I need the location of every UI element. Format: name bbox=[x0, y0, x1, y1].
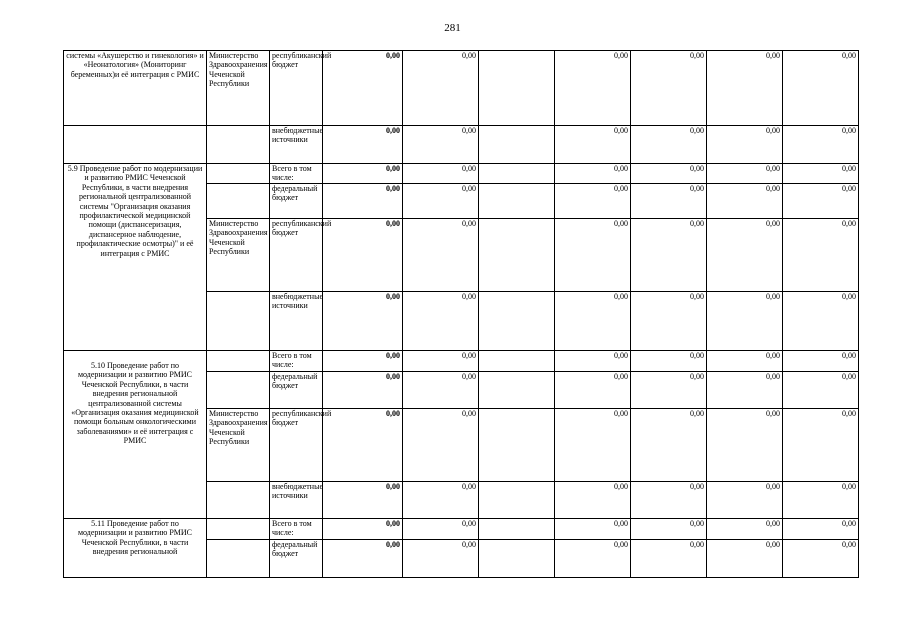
value-cell: 0,00 bbox=[783, 164, 859, 184]
page-number: 281 bbox=[444, 22, 461, 34]
activity-name: 5.11 Проведение работ по модернизации и развитию РМИС Чеченской Республики, в части внедрения региональной bbox=[64, 519, 207, 578]
value-cell: 0,00 bbox=[403, 372, 479, 409]
value-cell: 0,00 bbox=[707, 540, 783, 578]
funding-source: республиканский бюджет bbox=[270, 219, 323, 292]
activity-name: системы «Акушерство и гинекология» и «Неонатология» (Мониторинг беременных)и её интеграция с РМИС bbox=[64, 51, 207, 126]
value-cell: 0,00 bbox=[783, 351, 859, 372]
executor-org bbox=[207, 351, 270, 372]
value-cell: 0,00 bbox=[631, 372, 707, 409]
value-cell: 0,00 bbox=[631, 409, 707, 482]
value-cell: 0,00 bbox=[403, 519, 479, 540]
activity-name bbox=[64, 126, 207, 164]
value-cell: 0,00 bbox=[555, 126, 631, 164]
value-cell: 0,00 bbox=[403, 351, 479, 372]
value-cell: 0,00 bbox=[631, 184, 707, 219]
value-cell: 0,00 bbox=[555, 409, 631, 482]
empty-cell bbox=[479, 219, 555, 292]
value-cell: 0,00 bbox=[707, 482, 783, 519]
total-value: 0,00 bbox=[323, 482, 403, 519]
activity-name: 5.10 Проведение работ по модернизации и развитию РМИС Чеченской Республики, в части внедрения региональной централизованной системы «Организация оказания медицинской помощи больным онкологическими заболеваниями» и её интеграция с РМИС bbox=[64, 351, 207, 519]
value-cell: 0,00 bbox=[403, 164, 479, 184]
funding-source: внебюджетные источники bbox=[270, 292, 323, 351]
empty-cell bbox=[479, 540, 555, 578]
funding-source: республиканский бюджет bbox=[270, 51, 323, 126]
value-cell: 0,00 bbox=[783, 519, 859, 540]
funding-source: Всего в том числе: bbox=[270, 164, 323, 184]
funding-source: Всего в том числе: bbox=[270, 519, 323, 540]
empty-cell bbox=[479, 519, 555, 540]
value-cell: 0,00 bbox=[707, 164, 783, 184]
total-value: 0,00 bbox=[323, 164, 403, 184]
value-cell: 0,00 bbox=[403, 184, 479, 219]
value-cell: 0,00 bbox=[707, 292, 783, 351]
value-cell: 0,00 bbox=[783, 292, 859, 351]
value-cell: 0,00 bbox=[783, 372, 859, 409]
executor-org: Министерство Здравоохранения Чеченской Республики bbox=[207, 51, 270, 126]
value-cell: 0,00 bbox=[403, 51, 479, 126]
total-value: 0,00 bbox=[323, 51, 403, 126]
value-cell: 0,00 bbox=[783, 51, 859, 126]
value-cell: 0,00 bbox=[403, 219, 479, 292]
total-value: 0,00 bbox=[323, 519, 403, 540]
empty-cell bbox=[479, 126, 555, 164]
funding-source: Всего в том числе: bbox=[270, 351, 323, 372]
total-value: 0,00 bbox=[323, 292, 403, 351]
funding-source: внебюджетные источники bbox=[270, 482, 323, 519]
financing-table bbox=[63, 50, 906, 578]
value-cell: 0,00 bbox=[555, 519, 631, 540]
total-value: 0,00 bbox=[323, 372, 403, 409]
total-value: 0,00 bbox=[323, 219, 403, 292]
value-cell: 0,00 bbox=[555, 292, 631, 351]
table-row bbox=[64, 126, 906, 164]
empty-cell bbox=[479, 184, 555, 219]
value-cell: 0,00 bbox=[631, 219, 707, 292]
total-value: 0,00 bbox=[323, 351, 403, 372]
funding-source: федеральный бюджет bbox=[270, 184, 323, 219]
value-cell: 0,00 bbox=[707, 51, 783, 126]
executor-org: Министерство Здравоохранения Чеченской Республики bbox=[207, 409, 270, 482]
empty-cell bbox=[479, 51, 555, 126]
value-cell: 0,00 bbox=[631, 519, 707, 540]
table-row bbox=[64, 519, 906, 540]
value-cell: 0,00 bbox=[783, 126, 859, 164]
value-cell: 0,00 bbox=[631, 292, 707, 351]
value-cell: 0,00 bbox=[707, 219, 783, 292]
value-cell: 0,00 bbox=[555, 351, 631, 372]
value-cell: 0,00 bbox=[631, 126, 707, 164]
value-cell: 0,00 bbox=[707, 409, 783, 482]
funding-source: республиканский бюджет bbox=[270, 409, 323, 482]
value-cell: 0,00 bbox=[555, 219, 631, 292]
table-row bbox=[64, 164, 906, 184]
value-cell: 0,00 bbox=[783, 184, 859, 219]
value-cell: 0,00 bbox=[555, 540, 631, 578]
table-row bbox=[64, 351, 906, 372]
value-cell: 0,00 bbox=[403, 126, 479, 164]
value-cell: 0,00 bbox=[555, 184, 631, 219]
executor-org bbox=[207, 519, 270, 540]
funding-source: внебюджетные источники bbox=[270, 126, 323, 164]
executor-org bbox=[207, 126, 270, 164]
value-cell: 0,00 bbox=[555, 482, 631, 519]
empty-cell bbox=[479, 482, 555, 519]
executor-org: Министерство Здравоохранения Чеченской Республики bbox=[207, 219, 270, 292]
executor-org bbox=[207, 540, 270, 578]
value-cell: 0,00 bbox=[707, 126, 783, 164]
value-cell: 0,00 bbox=[555, 51, 631, 126]
executor-org bbox=[207, 164, 270, 184]
value-cell: 0,00 bbox=[783, 409, 859, 482]
value-cell: 0,00 bbox=[707, 184, 783, 219]
value-cell: 0,00 bbox=[631, 51, 707, 126]
value-cell: 0,00 bbox=[783, 219, 859, 292]
value-cell: 0,00 bbox=[783, 540, 859, 578]
total-value: 0,00 bbox=[323, 540, 403, 578]
total-value: 0,00 bbox=[323, 409, 403, 482]
value-cell: 0,00 bbox=[631, 540, 707, 578]
executor-org bbox=[207, 292, 270, 351]
funding-source: федеральный бюджет bbox=[270, 372, 323, 409]
value-cell: 0,00 bbox=[403, 482, 479, 519]
value-cell: 0,00 bbox=[707, 372, 783, 409]
empty-cell bbox=[479, 164, 555, 184]
total-value: 0,00 bbox=[323, 126, 403, 164]
value-cell: 0,00 bbox=[555, 372, 631, 409]
executor-org bbox=[207, 482, 270, 519]
executor-org bbox=[207, 372, 270, 409]
value-cell: 0,00 bbox=[707, 519, 783, 540]
empty-cell bbox=[479, 292, 555, 351]
value-cell: 0,00 bbox=[403, 409, 479, 482]
value-cell: 0,00 bbox=[783, 482, 859, 519]
executor-org bbox=[207, 184, 270, 219]
value-cell: 0,00 bbox=[403, 540, 479, 578]
value-cell: 0,00 bbox=[631, 482, 707, 519]
empty-cell bbox=[479, 351, 555, 372]
empty-cell bbox=[479, 409, 555, 482]
value-cell: 0,00 bbox=[631, 351, 707, 372]
table-row bbox=[64, 51, 906, 126]
funding-source: федеральный бюджет bbox=[270, 540, 323, 578]
total-value: 0,00 bbox=[323, 184, 403, 219]
value-cell: 0,00 bbox=[707, 351, 783, 372]
activity-name: 5.9 Проведение работ по модернизации и развитию РМИС Чеченской Республики, в части внедрения региональной централизованной системы "Организация оказания профилактической медицинской помощи (диспансеризация, диспансерное наблюдение, профилактические осмотры)" и её интеграция с РМИС bbox=[64, 164, 207, 351]
value-cell: 0,00 bbox=[555, 164, 631, 184]
value-cell: 0,00 bbox=[403, 292, 479, 351]
value-cell: 0,00 bbox=[631, 164, 707, 184]
empty-cell bbox=[479, 372, 555, 409]
